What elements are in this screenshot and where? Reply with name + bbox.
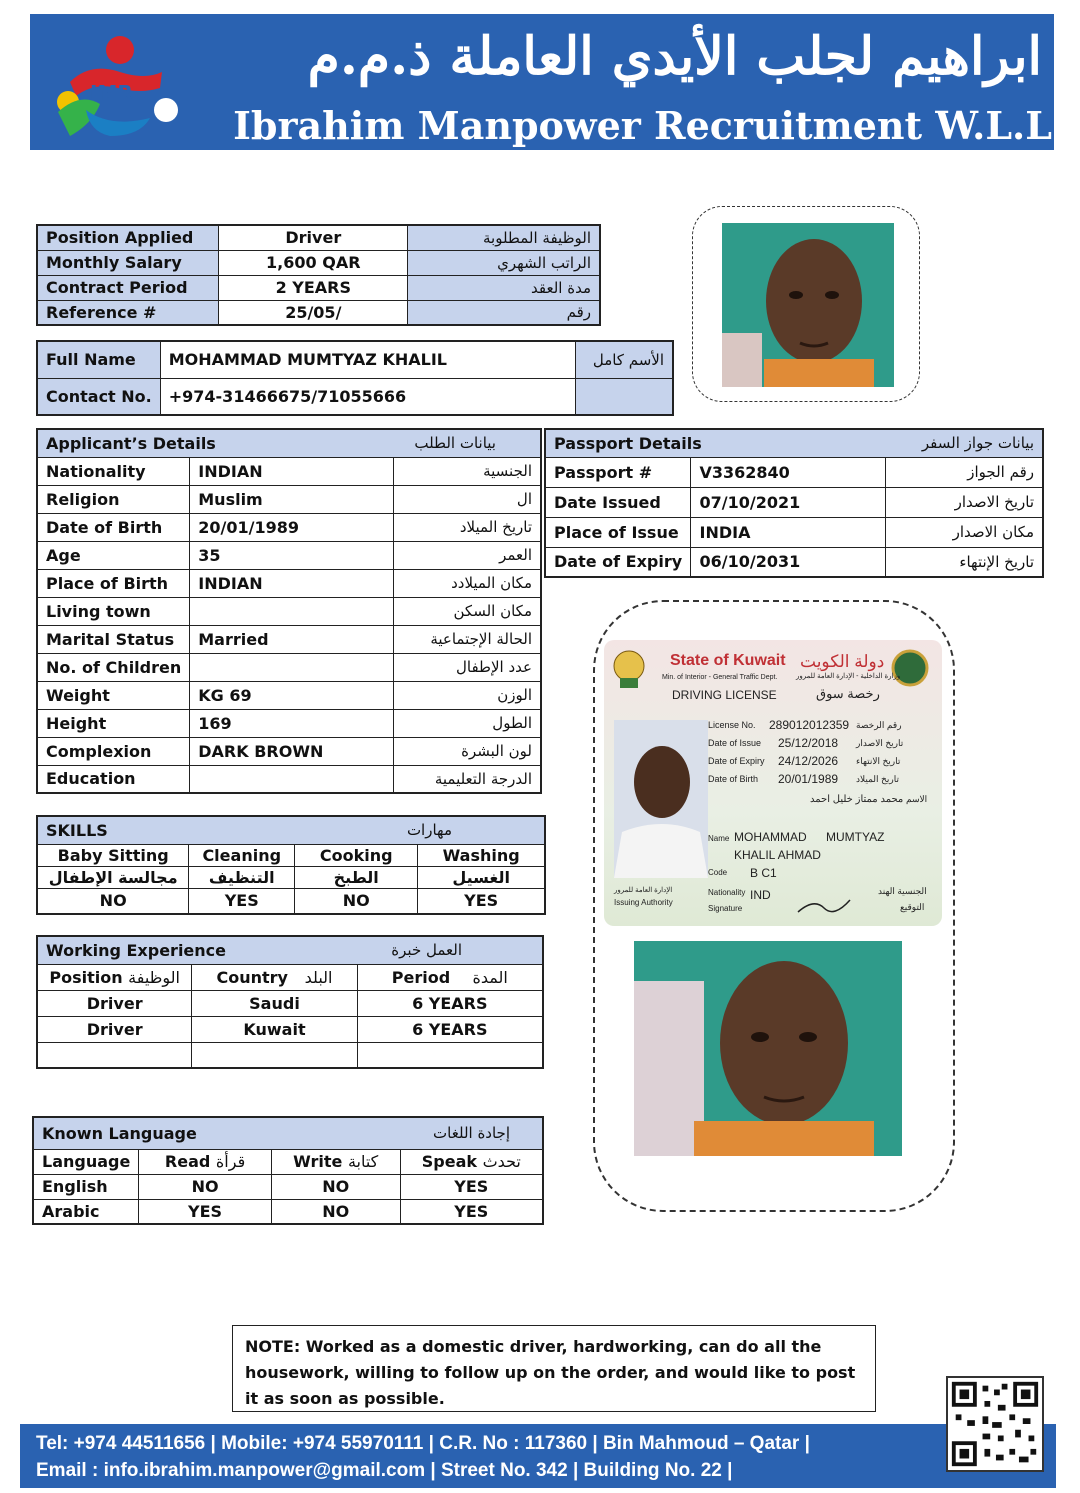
contact-empty [575, 378, 673, 415]
table-row [33, 1149, 543, 1174]
language-write: NO [271, 1174, 400, 1199]
license-name-line1a: MOHAMMAD [734, 830, 807, 844]
language-name: Arabic [33, 1199, 139, 1224]
license-expiry-label-ar: تاريخ الانتهاء [856, 756, 901, 766]
complexion-value: DARK BROWN [190, 737, 394, 765]
height-label: Height [37, 709, 190, 737]
table-row [545, 517, 1043, 547]
table-row [37, 541, 541, 569]
skill-name-ar: الغسيل [418, 866, 545, 888]
table-row [37, 485, 541, 513]
license-birth-label: Date of Birth [708, 774, 759, 784]
table-row [33, 1199, 543, 1224]
footer-line-1: Tel: +974 44511656 | Mobile: +974 55970111 | C.R. No : 117360 | Bin Mahmoud – Qatar | [36, 1433, 810, 1454]
dob-label-ar: تاريخ الميلاد [394, 513, 541, 541]
expiry-value: 06/10/2031 [691, 547, 886, 577]
table-row [37, 569, 541, 597]
height-label-ar: الطول [394, 709, 541, 737]
table-row [37, 990, 543, 1016]
position-label: Position Applied [37, 225, 219, 250]
table-row [37, 888, 545, 914]
exp-country: Saudi [192, 990, 357, 1016]
passport-number-value: V3362840 [691, 457, 886, 487]
height-value: 169 [190, 709, 394, 737]
col-header-ar: البلد [304, 967, 333, 987]
table-row [37, 378, 673, 415]
license-no-label-ar: رقم الرخصة [856, 720, 902, 730]
weight-label: Weight [37, 681, 190, 709]
license-nationality-label: Nationality [708, 888, 746, 897]
col-header-ar: قرأة [215, 1152, 246, 1171]
col-header: Country [216, 967, 288, 987]
license-name-label: Name [708, 834, 730, 843]
gcc-emblem-icon [890, 648, 930, 692]
skill-value: NO [295, 888, 418, 914]
passport-number-label-ar: رقم الجواز [886, 457, 1043, 487]
exp-period: 6 YEARS [357, 990, 543, 1016]
age-label: Age [37, 541, 190, 569]
table-header [37, 429, 541, 457]
col-header: Read [164, 1152, 211, 1171]
pob-label-ar: مكان الميلادد [394, 569, 541, 597]
applicant-photo-frame [692, 206, 920, 402]
table-row [37, 964, 543, 990]
table-row [37, 765, 541, 793]
license-ministry: Min. of Interior - General Traffic Dept. [662, 674, 778, 681]
license-authority: Issuing Authority [614, 898, 673, 907]
skill-name: Baby Sitting [37, 844, 189, 866]
religion-label: Religion [37, 485, 190, 513]
issued-label: Date Issued [545, 487, 691, 517]
salary-label-ar: الراتب الشهري [408, 250, 600, 275]
table-row [37, 653, 541, 681]
table-row [37, 250, 600, 275]
license-state-en: State of Kuwait [670, 652, 786, 669]
table-row [37, 681, 541, 709]
license-issue-value: 25/12/2018 [778, 736, 839, 750]
table-row [37, 597, 541, 625]
place-issue-label-ar: مكان الاصدار [886, 517, 1043, 547]
contract-value: 2 YEARS [219, 275, 408, 300]
license-expiry-value: 24/12/2026 [778, 754, 839, 768]
nationality-label: Nationality [37, 457, 190, 485]
table-row [545, 547, 1043, 577]
table-row [37, 1042, 543, 1068]
table-header [33, 1117, 543, 1149]
col-header: Period [391, 967, 451, 987]
children-value [190, 653, 394, 681]
license-name-line1b: MUMTYAZ [826, 830, 885, 844]
education-label: Education [37, 765, 190, 793]
col-header: Language [33, 1149, 139, 1174]
license-no-value: 289012012359 [769, 718, 850, 732]
complexion-label-ar: لون البشرة [394, 737, 541, 765]
company-name-arabic: ابراهيم لجلب الأيدي العاملة ذ.م.م [307, 26, 1042, 87]
table-row [37, 866, 545, 888]
table-row [37, 709, 541, 737]
license-issue-label: Date of Issue [708, 738, 762, 748]
header-banner [30, 14, 1054, 150]
table-row [37, 341, 673, 378]
children-label-ar: عدد الإطفال [394, 653, 541, 681]
table-header [545, 429, 1043, 457]
education-value [190, 765, 394, 793]
license-title-en: DRIVING LICENSE [672, 688, 777, 702]
weight-label-ar: الوزن [394, 681, 541, 709]
license-title-ar: رخصة سوق [816, 686, 880, 701]
company-logo [50, 32, 180, 142]
company-name-english: Ibrahim Manpower Recruitment W.L.L [233, 103, 1052, 148]
license-nationality-value: IND [750, 888, 771, 902]
table-row [37, 225, 600, 250]
language-speak: YES [400, 1174, 543, 1199]
license-state-ar: دولة الكويت [800, 652, 885, 671]
table-row [37, 513, 541, 541]
skills-title: SKILLS [46, 820, 108, 840]
pob-label: Place of Birth [37, 569, 190, 597]
license-issue-label-ar: تاريخ الاصدار [856, 738, 904, 748]
experience-title-ar: العمل خبرة [391, 941, 462, 960]
marital-label-ar: الحالة الإجتماعية [394, 625, 541, 653]
place-issue-value: INDIA [691, 517, 886, 547]
table-row [37, 275, 600, 300]
marital-value: Married [190, 625, 394, 653]
col-header-ar: المدة [472, 967, 508, 987]
applicant-title: Applicant’s Details [46, 433, 216, 453]
qr-code-icon [946, 1376, 1044, 1472]
col-header-ar: الوظيفة [128, 967, 180, 987]
religion-label-ar: ال [394, 485, 541, 513]
skill-name-ar: الطبخ [295, 866, 418, 888]
town-value [190, 597, 394, 625]
position-table [36, 224, 601, 326]
religion-value: Muslim [190, 485, 394, 513]
table-header [37, 816, 545, 844]
license-nationality-ar: الجنسية الهند [878, 886, 927, 896]
applicant-photo-large [634, 941, 902, 1156]
age-label-ar: العمر [394, 541, 541, 569]
license-expiry-label: Date of Expiry [708, 756, 765, 766]
children-label: No. of Children [37, 653, 190, 681]
skill-name-ar: التنظيف [189, 866, 295, 888]
exp-period [357, 1042, 543, 1068]
exp-position: Driver [37, 990, 192, 1016]
working-experience-table [36, 935, 544, 1069]
expiry-label: Date of Expiry [545, 547, 691, 577]
reference-value: 25/05/ [219, 300, 408, 325]
skill-name: Cooking [295, 844, 418, 866]
reference-label: Reference # [37, 300, 219, 325]
experience-title: Working Experience [46, 940, 227, 960]
contract-label: Contract Period [37, 275, 219, 300]
passport-number-label: Passport # [545, 457, 691, 487]
language-read: NO [139, 1174, 271, 1199]
skill-name: Cleaning [189, 844, 295, 866]
skill-value: YES [189, 888, 295, 914]
license-no-label: License No. [708, 720, 756, 730]
exp-country [192, 1042, 357, 1068]
contact-label: Contact No. [37, 378, 160, 415]
signature-scribble [794, 894, 854, 918]
kuwait-emblem-icon [612, 648, 646, 692]
expiry-label-ar: تاريخ الإنتهاء [886, 547, 1043, 577]
col-header-ar: تحدث [482, 1152, 521, 1171]
language-speak: YES [400, 1199, 543, 1224]
town-label-ar: مكان السكن [394, 597, 541, 625]
skills-table [36, 815, 546, 915]
license-signature-ar: التوقيع [900, 902, 925, 912]
footer-contact-bar [20, 1424, 1056, 1488]
language-title: Known Language [42, 1123, 197, 1143]
language-read: YES [139, 1199, 271, 1224]
position-value: Driver [219, 225, 408, 250]
footer-line-2: Email : info.ibrahim.manpower@gmail.com | Street No. 342 | Building No. 22 | [36, 1460, 733, 1481]
passport-details-table [544, 428, 1044, 578]
license-photo [614, 720, 708, 878]
table-row [545, 457, 1043, 487]
col-header: Write [293, 1152, 343, 1171]
svg-text:IMR: IMR [90, 81, 133, 105]
skills-title-ar: مهارات [406, 821, 452, 840]
passport-title-ar: بيانات جواز السفر [921, 434, 1034, 453]
known-language-table [32, 1116, 544, 1225]
age-value: 35 [190, 541, 394, 569]
full-name-label: Full Name [37, 341, 160, 378]
nationality-value: INDIAN [190, 457, 394, 485]
table-row [37, 457, 541, 485]
place-issue-label: Place of Issue [545, 517, 691, 547]
skill-value: NO [37, 888, 189, 914]
nationality-label-ar: الجنسية [394, 457, 541, 485]
language-title-ar: إجادة اللغات [433, 1124, 510, 1143]
skill-name: Washing [418, 844, 545, 866]
note-box: NOTE: Worked as a domestic driver, hardworking, can do all the housework, willing to follow up on the order, and would like to post it as soon as possible. [232, 1325, 876, 1412]
license-signature-label: Signature [708, 904, 743, 913]
exp-position: Driver [37, 1016, 192, 1042]
issued-label-ar: تاريخ الاصدار [886, 487, 1043, 517]
reference-label-ar: رقم [408, 300, 600, 325]
dob-value: 20/01/1989 [190, 513, 394, 541]
language-write: NO [271, 1199, 400, 1224]
applicant-title-ar: بيانات الطلب [414, 434, 496, 453]
col-header: Speak [421, 1152, 478, 1171]
table-row [37, 1016, 543, 1042]
license-birth-value: 20/01/1989 [778, 772, 839, 786]
license-authority-ar: الإدارة العامة للمرور [614, 887, 673, 894]
license-name-line2: KHALIL AHMAD [734, 848, 821, 862]
license-name-ar-label: الاسم [906, 794, 928, 804]
full-name-value: MOHAMMAD MUMTYAZ KHALIL [160, 341, 575, 378]
education-label-ar: الدرجة التعليمية [394, 765, 541, 793]
skill-value: YES [418, 888, 545, 914]
weight-value: KG 69 [190, 681, 394, 709]
salary-value: 1,600 QAR [219, 250, 408, 275]
table-row [37, 737, 541, 765]
dob-label: Date of Birth [37, 513, 190, 541]
license-code-label: Code [708, 868, 728, 877]
table-row [545, 487, 1043, 517]
applicant-photo [722, 223, 894, 387]
license-name-ar: محمد ممتاز خليل احمد [810, 794, 904, 805]
applicant-details-table [36, 428, 542, 794]
table-row [37, 300, 600, 325]
exp-position [37, 1042, 192, 1068]
marital-label: Marital Status [37, 625, 190, 653]
contact-value: +974-31466675/71055666 [160, 378, 575, 415]
position-label-ar: الوظيفة المطلوبة [408, 225, 600, 250]
exp-period: 6 YEARS [357, 1016, 543, 1042]
contract-label-ar: مدة العقد [408, 275, 600, 300]
town-label: Living town [37, 597, 190, 625]
table-row [37, 625, 541, 653]
license-ministry-ar: وزارة الداخلية - الإدارة العامة للمرور [796, 673, 901, 680]
pob-value: INDIAN [190, 569, 394, 597]
complexion-label: Complexion [37, 737, 190, 765]
full-name-label-ar: الأسم كامل [575, 341, 673, 378]
identity-table [36, 340, 674, 416]
license-code-value: B C1 [750, 866, 777, 880]
exp-country: Kuwait [192, 1016, 357, 1042]
col-header-ar: كتابة [347, 1152, 379, 1171]
table-header [37, 936, 543, 964]
col-header: Position [49, 967, 123, 987]
passport-title: Passport Details [554, 433, 702, 453]
salary-label: Monthly Salary [37, 250, 219, 275]
driving-license-card [604, 640, 942, 926]
table-row [37, 844, 545, 866]
table-row [33, 1174, 543, 1199]
skill-name-ar: مجالسة الإطفال [37, 866, 189, 888]
license-birth-label-ar: تاريخ الميلاد [856, 774, 899, 784]
language-name: English [33, 1174, 139, 1199]
issued-value: 07/10/2021 [691, 487, 886, 517]
